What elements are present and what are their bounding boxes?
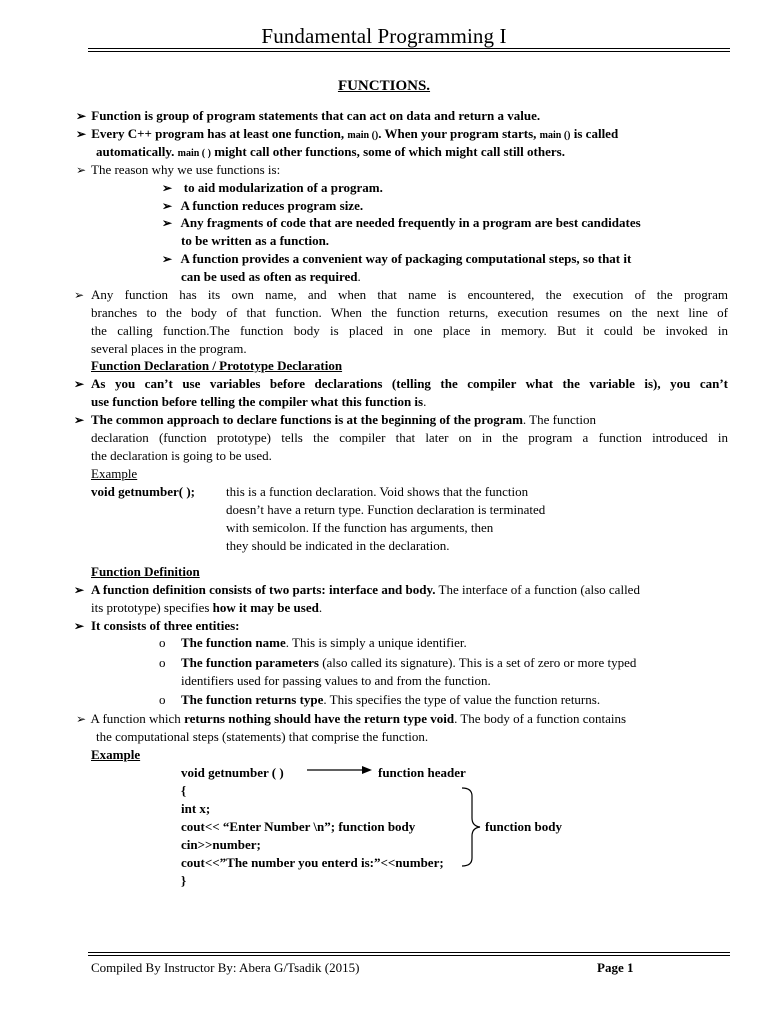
entity-continuation: identifiers used for passing values to and from the function. [181,673,491,688]
arrow-bullet-icon: ➢ [162,181,173,195]
example-label: Example [91,747,141,762]
explanation-line: they should be indicated in the declaration. [226,538,450,553]
arrow-bullet-icon: ➢ [76,109,87,123]
arrow-bullet-icon: ➢ [74,377,85,391]
sub-bullet-text: A function reduces program size. [180,198,364,213]
circle-bullet-icon: o [159,655,166,670]
paragraph-text: A function definition consists of two parts: interface and body. [91,582,436,597]
explanation-line: with semicolon. If the function has arguments, then [226,520,494,535]
subsection-title: Function Definition [91,564,200,579]
code-line: } [181,873,187,888]
footer-credit: Compiled By Instructor By: Abera G/Tsadik (2015) [91,960,360,975]
sub-bullet-text: to aid modularization of a program. [183,180,383,195]
code-line: void getnumber( ); [91,484,195,499]
explanation-line: this is a function declaration. Void shows that the function [226,484,529,499]
paragraph-text: . The function [522,412,596,427]
arrow-bullet-icon: ➢ [76,127,87,141]
page-number: Page 1 [597,960,634,975]
arrow-bullet-icon: ➢ [74,583,85,597]
paragraph-text: The interface of a function (also called [435,582,640,597]
function-header-label: function header [378,765,466,780]
section-heading: FUNCTIONS. [337,78,431,94]
sub-bullet-text: can be used as often as required [181,269,358,284]
footer-rule [88,952,730,956]
paragraph-line: declaration (function prototype) tells the compiler that later on in the program a function introduced in [91,430,728,445]
paragraph-line: several places in the program. [91,341,247,356]
example-label: Example [91,466,138,481]
circle-bullet-icon: o [159,635,166,650]
paragraph-text: A function which [90,711,185,726]
subsection-title: Function Declaration / Prototype Declaration [91,358,343,373]
entity-text: (also called its signature). This is a set of zero or more typed [318,655,637,670]
code-line: cout<<”The number you enterd is:”<<number; [181,855,444,870]
paragraph-line: the computational steps (statements) that comprise the function. [96,729,429,744]
bullet-text: automatically. [96,144,178,159]
arrow-bullet-icon: ➢ [76,712,87,726]
entity-text: The function parameters [181,655,319,670]
paragraph-text: The common approach to declare functions is at the beginning of the program [91,412,523,427]
circle-bullet-icon: o [159,692,166,707]
paragraph-line: branches to the body of that function. When the function returns, execution resumes on the next line of [91,305,728,320]
entity-text: . This is simply a unique identifier. [285,635,467,650]
arrow-bullet-icon: ➢ [162,252,173,266]
code-line: int x; [181,801,211,816]
arrow-bullet-icon: ➢ [74,288,85,302]
bullet-text: . When your program starts, [378,126,540,141]
paragraph-text: . The body of a function contains [454,711,627,726]
code-main: main () [539,130,571,141]
code-main: main () [347,130,379,141]
arrow-bullet-icon: ➢ [162,216,173,230]
bullet-text: might call other functions, some of which might call still others. [210,144,565,159]
sub-bullet-continuation: to be written as a function. [181,233,330,248]
header-arrow-icon [307,766,372,774]
code-line: { [181,783,187,798]
paragraph-text: returns nothing should have the return type void [184,711,455,726]
paragraph-text: how it may be used [212,600,319,615]
arrow-bullet-icon: ➢ [162,199,173,213]
paragraph-text: use function before telling the compiler what this function is [91,394,424,409]
arrow-bullet-icon: ➢ [74,413,85,427]
bullet-text: Every C++ program has at least one function, [91,126,348,141]
arrow-bullet-icon: ➢ [74,619,85,633]
paragraph-line: It consists of three entities: [91,618,240,633]
page-header-title: Fundamental Programming I [261,24,507,48]
sub-bullet-text: Any fragments of code that are needed frequently in a program are best candidates [180,215,641,230]
paragraph-text: . [318,600,323,615]
code-line: cin>>number; [181,837,261,852]
body-brace-icon [462,788,480,866]
sub-bullet-text: . [357,269,361,284]
bullet-text: is called [570,126,619,141]
entity-text: The function name [181,635,286,650]
bullet-text: Function is group of program statements that can act on data and return a value. [91,108,541,123]
paragraph-text: its prototype) specifies [91,600,213,615]
entity-text: . This specifies the type of value the function returns. [323,692,601,707]
paragraph-line: the declaration is going to be used. [91,448,272,463]
paragraph-text: . [423,394,427,409]
code-line: cout<< “Enter Number \n”; function body [181,819,416,834]
arrow-bullet-icon: ➢ [76,163,87,177]
code-main: main ( ) [177,148,211,159]
explanation-line: doesn’t have a return type. Function declaration is terminated [226,502,546,517]
paragraph-line: As you can’t use variables before declarations (telling the compiler what the variable is), you can’t [91,376,728,391]
entity-text: The function returns type [181,692,324,707]
code-line: void getnumber ( ) [181,765,284,780]
sub-bullet-text: A function provides a convenient way of packaging computational steps, so that it [180,251,632,266]
function-body-label: function body [485,819,562,834]
paragraph-line: the calling function.The function body is placed in one place in memory. But it could be invoked in [91,323,728,338]
paragraph-line: Any function has its own name, and when that name is encountered, the execution of the program [91,287,728,302]
bullet-text: The reason why we use functions is: [91,162,281,177]
